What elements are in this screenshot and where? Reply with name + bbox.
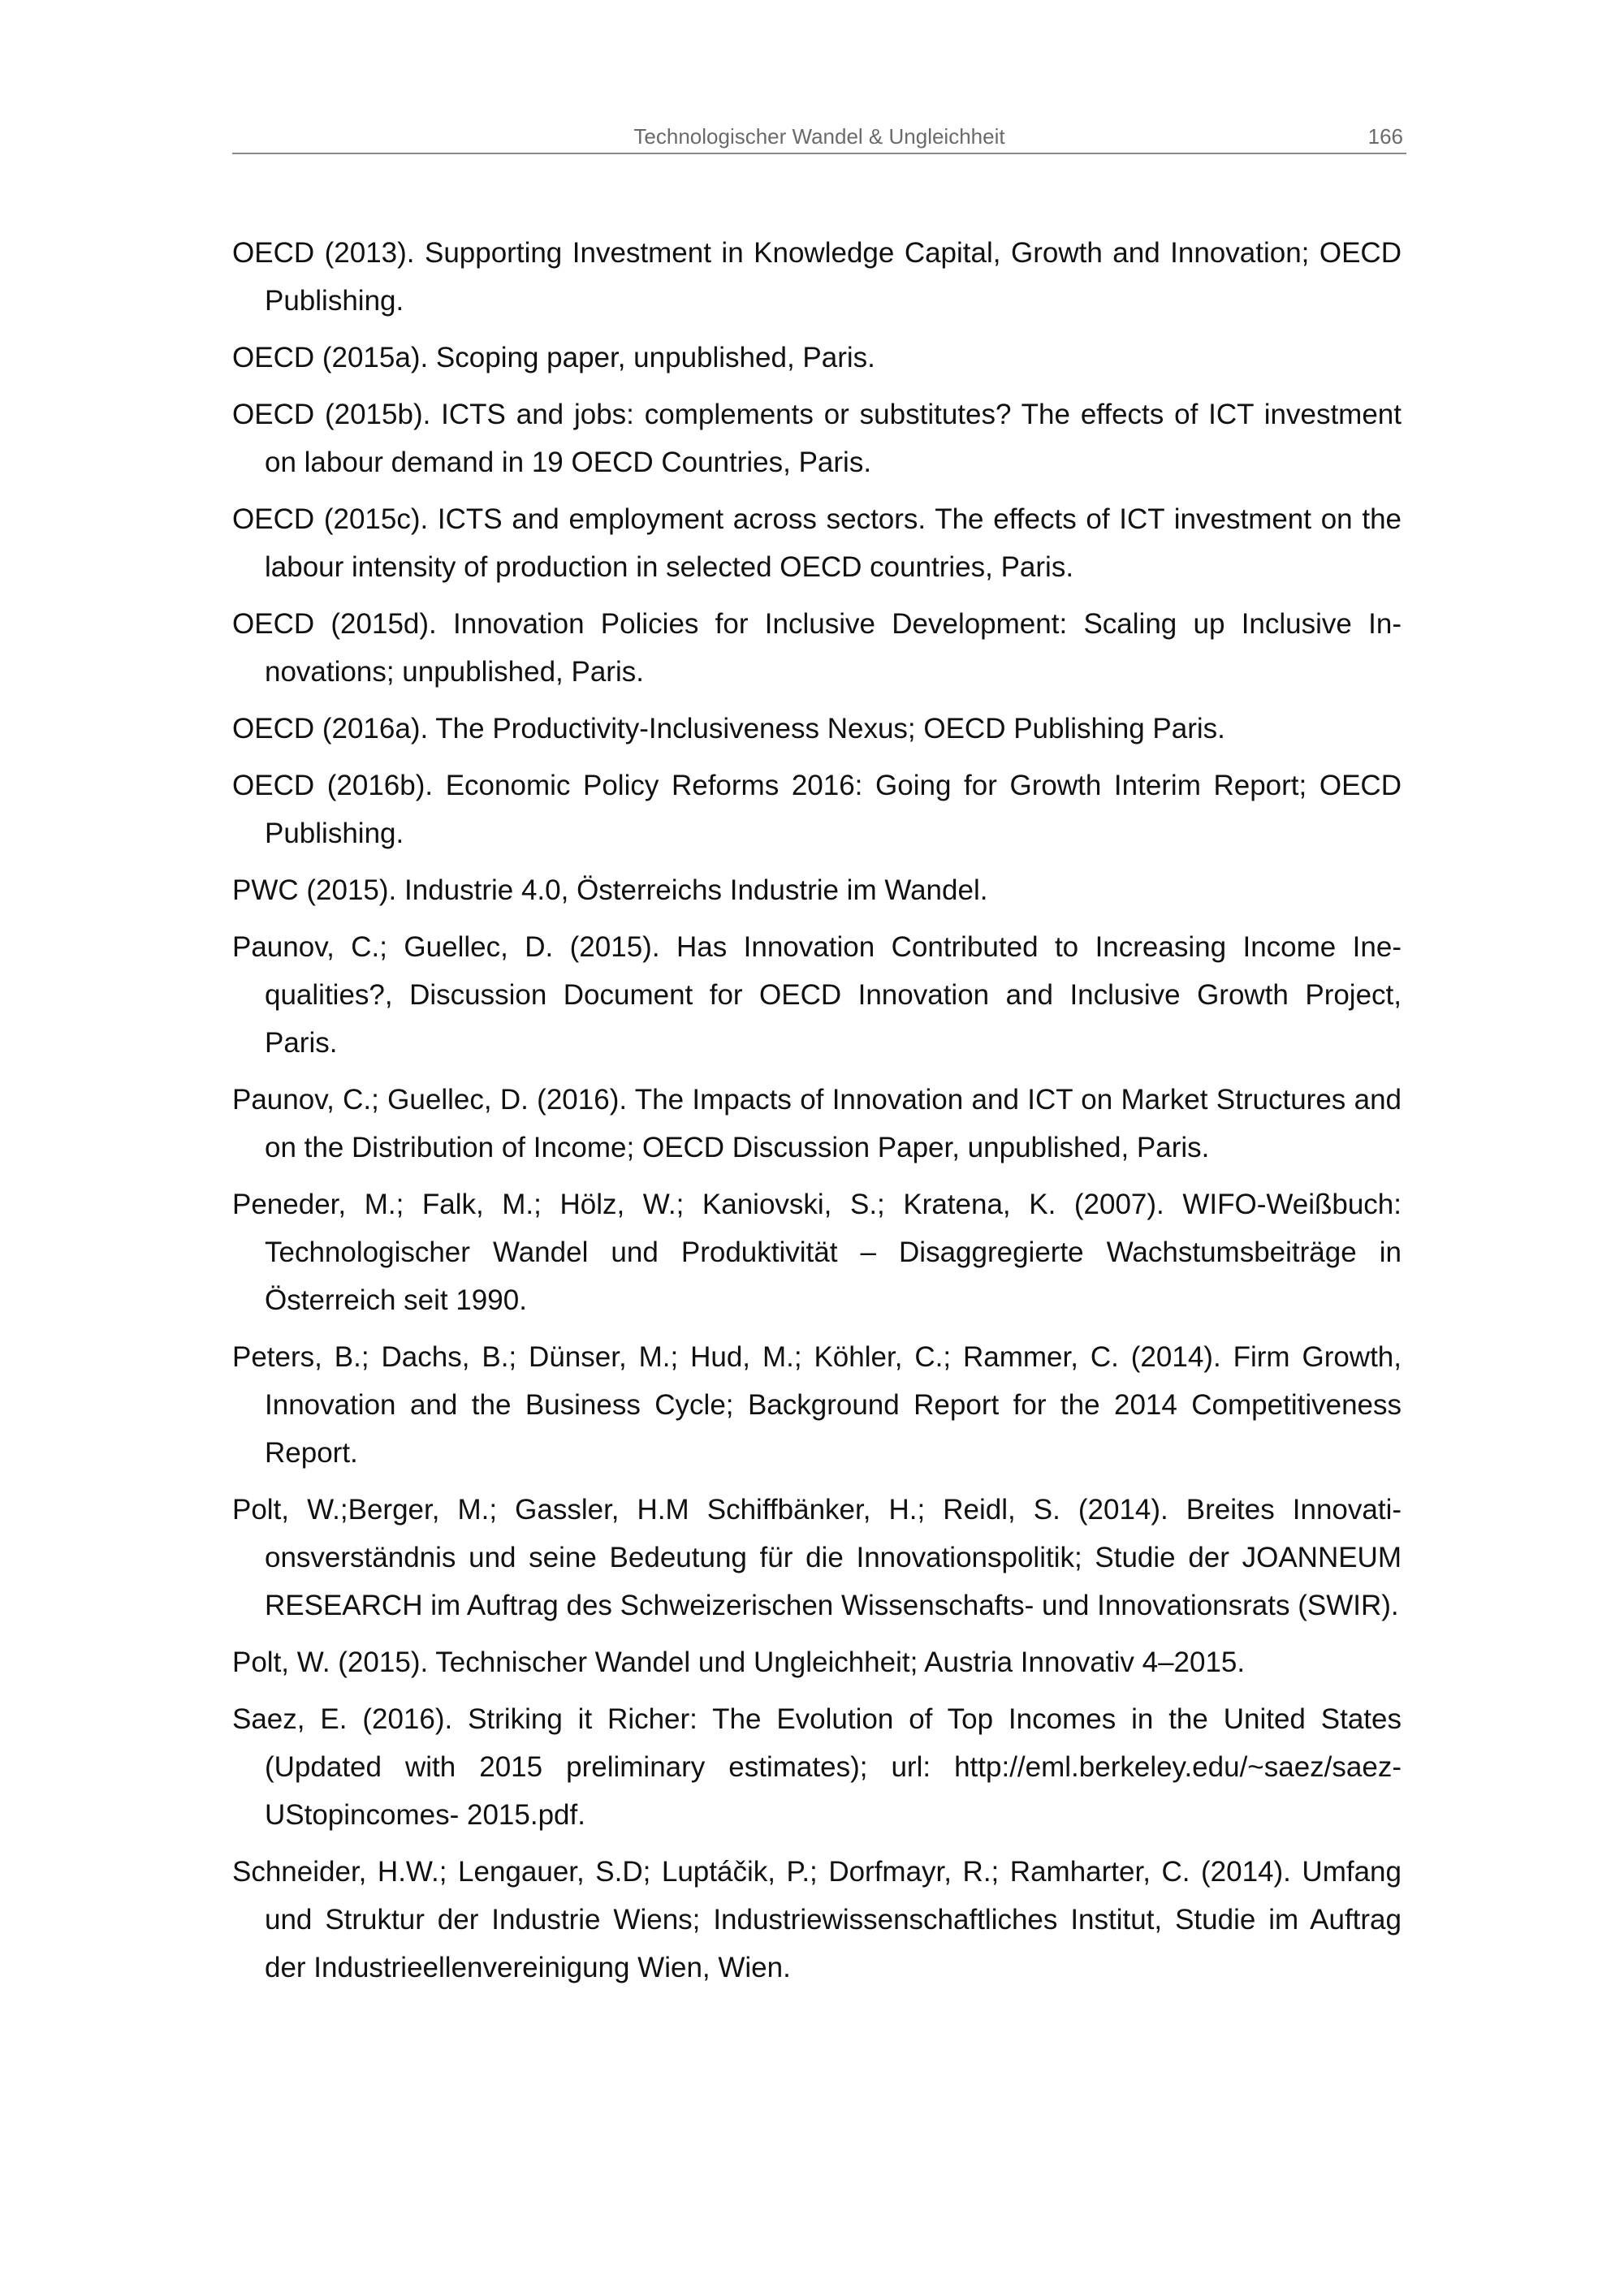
reference-oecd-2015c: OECD (2015c). ICTS and employment across sectors. The effects of ICT investment on the labour intensity of production in selected OECD countries, Paris. (232, 503, 1402, 583)
reference-polt-2014: Polt, W.;Berger, M.; Gassler, H.M Schiffbänker, H.; Reidl, S. (2014). Breites Innovationsverständnis und seine Bedeutung für die Innovationspolitik; Studie der JOANNEUM RESEARCH im Auftrag des Schweizerischen Wissenschafts- und Innovationsrats (SWIR). (232, 1494, 1402, 1621)
reference-paunov-2015: Paunov, C.; Guellec, D. (2015). Has Innovation Contributed to Increasing Income Inequalities?, Discussion Document for OECD Innovation and Inclusive Growth Project, Paris. (232, 931, 1402, 1059)
reference-peneder-2007: Peneder, M.; Falk, M.; Hölz, W.; Kaniovski, S.; Kratena, K. (2007). WIFO-Weißbuch: Technologischer Wandel und Produktivität – Disaggregierte Wachstumsbeiträge in Österreich seit 1990. (232, 1189, 1402, 1316)
reference-pwc-2015: PWC (2015). Industrie 4.0, Österreichs Industrie im Wandel. (232, 874, 988, 906)
page-header (232, 123, 1406, 154)
reference-saez-2016: Saez, E. (2016). Striking it Richer: The Evolution of Top Incomes in the United States (Updated with 2015 preliminary estimates); url: http://eml.berkeley.edu/~saez/saez-UStopincomes- 2015.pdf. (232, 1703, 1402, 1831)
reference-oecd-2013: OECD (2013). Supporting Investment in Knowledge Capital, Growth and Innovation; OECD Publishing. (232, 237, 1402, 317)
reference-paunov-2016: Paunov, C.; Guellec, D. (2016). The Impacts of Innovation and ICT on Market Structures and on the Distribution of Income; OECD Discussion Paper, unpublished, Paris. (232, 1084, 1402, 1163)
reference-oecd-2015a: OECD (2015a). Scoping paper, unpublished, Paris. (232, 342, 875, 373)
page-number: 166 (1367, 124, 1403, 149)
reference-polt-2015: Polt, W. (2015). Technischer Wandel und Ungleichheit; Austria Innovativ 4–2015. (232, 1646, 1246, 1678)
reference-list (232, 229, 1402, 2000)
reference-oecd-2016b: OECD (2016b). Economic Policy Reforms 2016: Going for Growth Interim Report; OECD Publishing. (232, 770, 1402, 849)
reference-schneider-2014: Schneider, H.W.; Lengauer, S.D; Luptáčik, P.; Dorfmayr, R.; Ramharter, C. (2014). Umfang und Struktur der Industrie Wiens; Industriewissenschaftliches Institut, Studie im Auftrag der Industrieellenvereinigung Wien, Wien. (232, 1856, 1402, 1983)
reference-oecd-2016a: OECD (2016a). The Productivity-Inclusiveness Nexus; OECD Publishing Paris. (232, 713, 1225, 744)
reference-oecd-2015b: OECD (2015b). ICTS and jobs: complements or substitutes? The effects of ICT investment on labour demand in 19 OECD Countries, Paris. (232, 399, 1402, 478)
running-title: Technologischer Wandel & Ungleichheit (633, 124, 1005, 149)
reference-oecd-2015d: OECD (2015d). Innovation Policies for Inclusive Development: Scaling up Inclusive Innovations; unpublished, Paris. (232, 608, 1402, 688)
reference-peters-2014: Peters, B.; Dachs, B.; Dünser, M.; Hud, M.; Köhler, C.; Rammer, C. (2014). Firm Growth, Innovation and the Business Cycle; Background Report for the 2014 Competitiveness Report. (232, 1341, 1402, 1469)
